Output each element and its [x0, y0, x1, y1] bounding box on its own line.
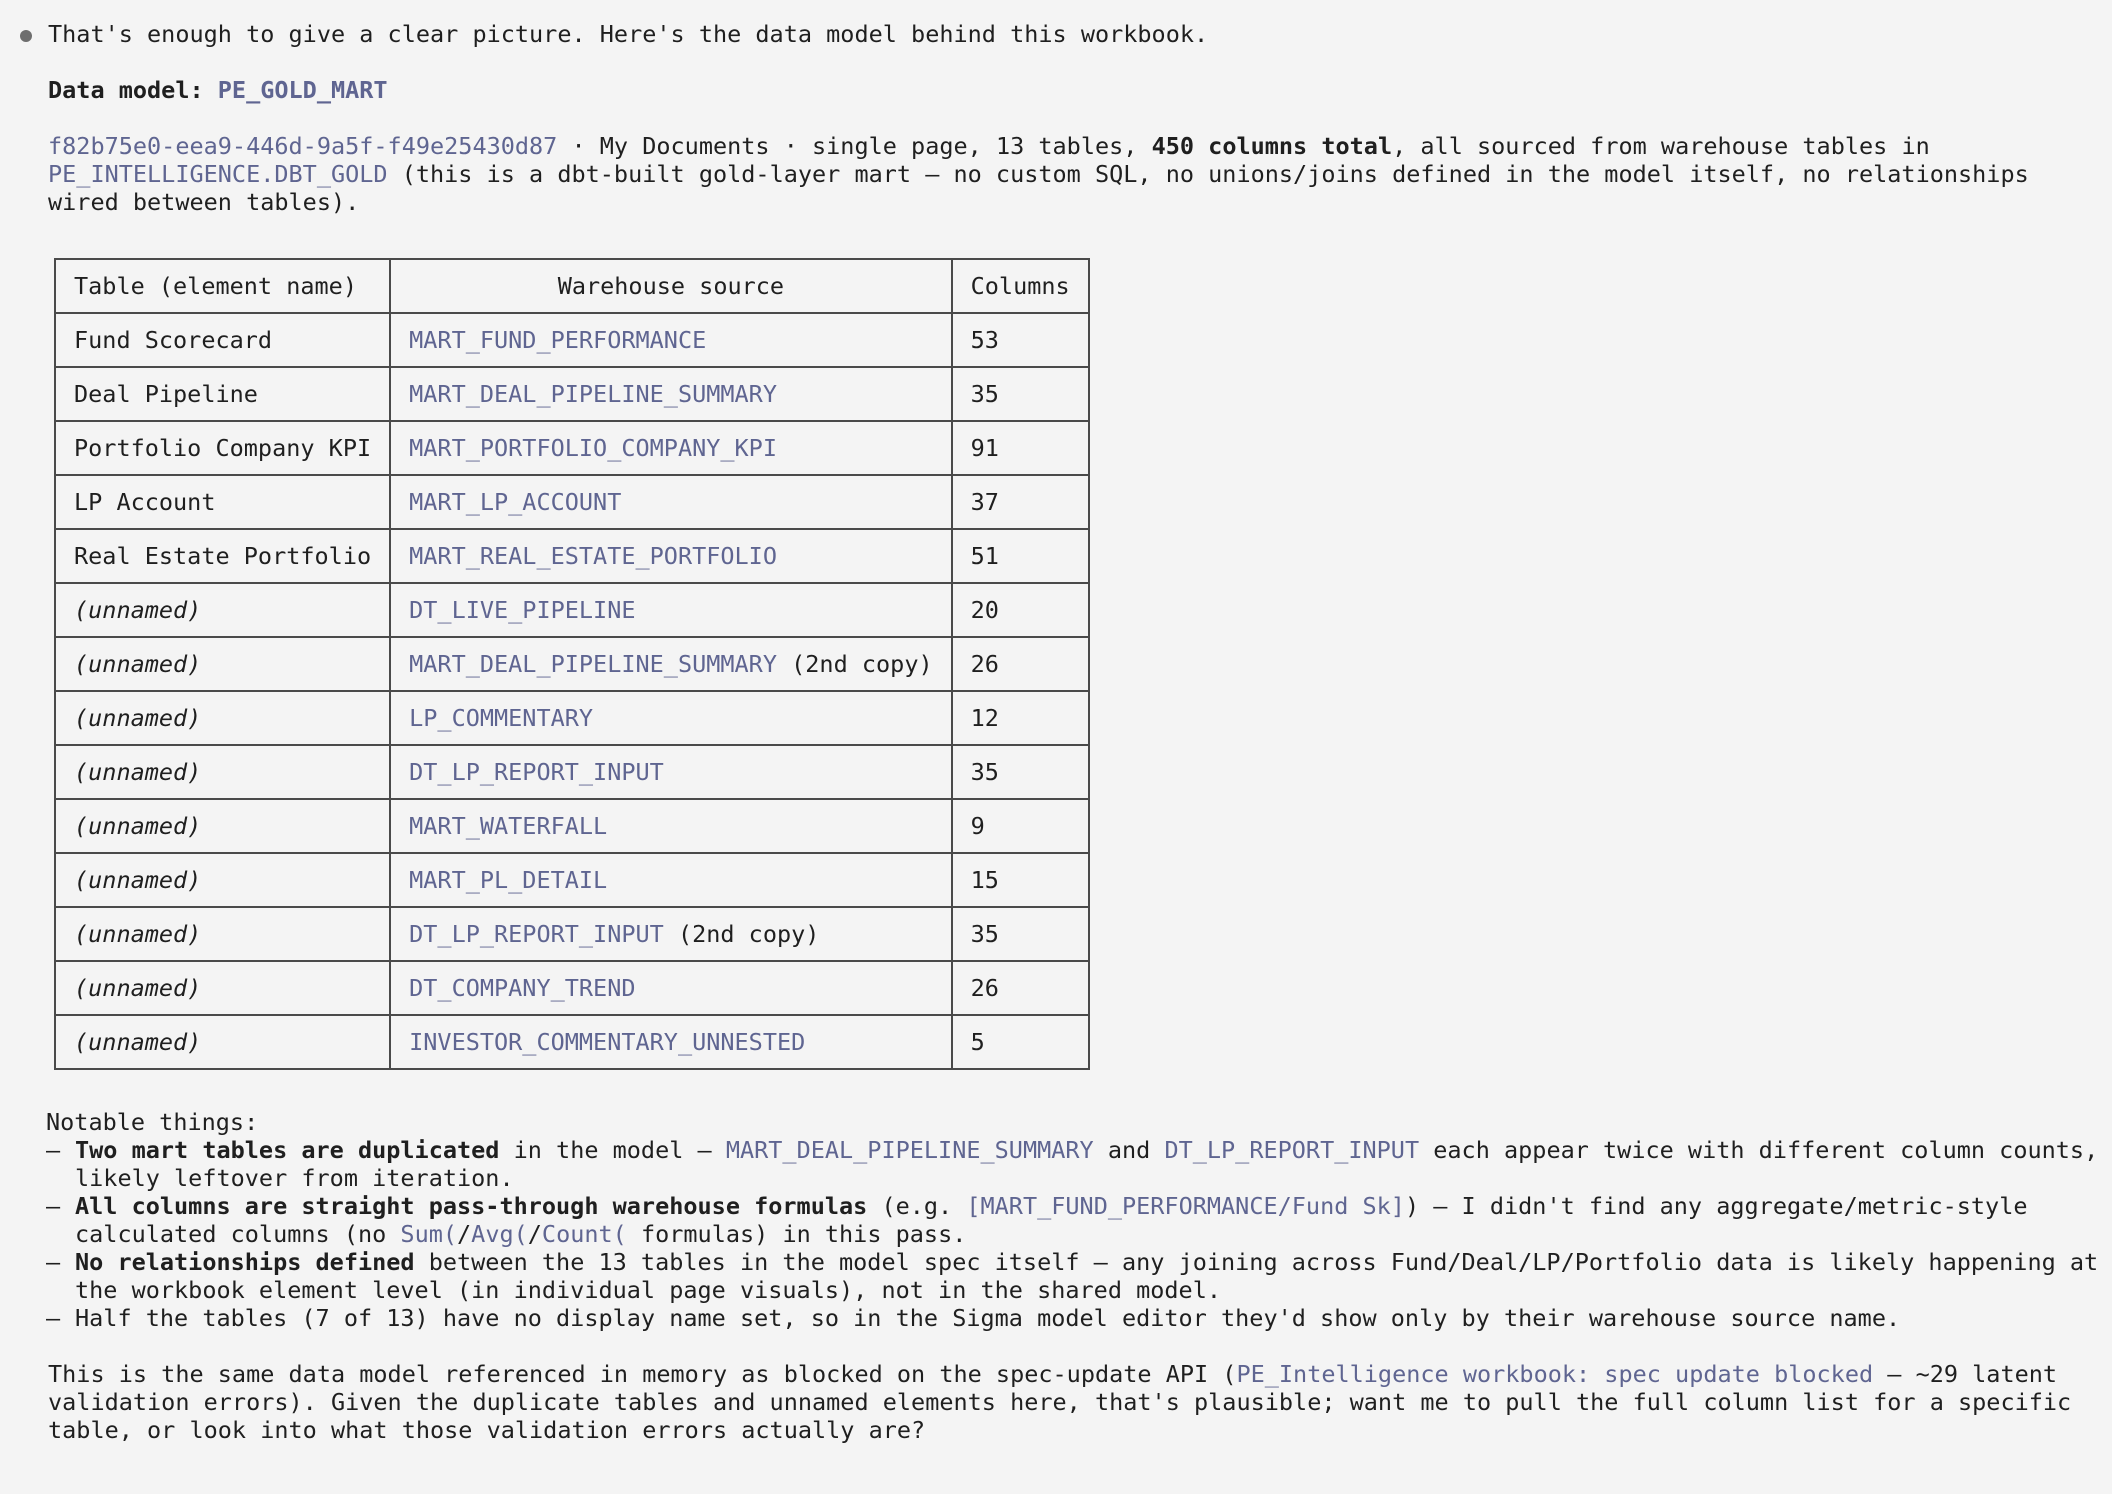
warehouse-source-cell [390, 529, 952, 583]
table-body [55, 313, 1089, 1069]
note-2-text-c: formulas) in this pass. [626, 1220, 967, 1248]
note-3-text-a: between the 13 tables in the model spec itself — any joining across Fund/Deal/LP/Portfolio data is likely happening at the workbook element level (in individual page visuals), not in the shared model. [75, 1248, 2099, 1304]
warehouse-source-cell [390, 475, 952, 529]
note-1-bold: Two mart tables are duplicated [75, 1136, 500, 1164]
warehouse-source-cell [390, 853, 952, 907]
warehouse-source-cell [390, 313, 952, 367]
element-name: (unnamed) [74, 758, 202, 786]
model-heading-label: Data model: [48, 76, 218, 104]
note-1-code-1: MART_DEAL_PIPELINE_SUMMARY [725, 1136, 1094, 1164]
element-name: Fund Scorecard [74, 326, 273, 354]
element-name-cell [55, 313, 390, 367]
column-count-cell: 35 [952, 367, 1089, 421]
column-count-cell: 51 [952, 529, 1089, 583]
warehouse-source-cell [390, 907, 952, 961]
warehouse-source-cell [390, 421, 952, 475]
element-name: (unnamed) [74, 704, 202, 732]
warehouse-source: DT_LP_REPORT_INPUT [409, 758, 664, 786]
element-name: LP Account [74, 488, 216, 516]
closing-text-a: This is the same data model referenced in memory as blocked on the spec-update API ( [48, 1360, 1237, 1388]
warehouse-source: DT_COMPANY_TREND [409, 974, 636, 1002]
closing-text [48, 1360, 2112, 1444]
table-row [55, 907, 1089, 961]
header-columns: Columns [952, 259, 1089, 313]
element-name-cell [55, 1015, 390, 1069]
column-count-cell: 35 [952, 745, 1089, 799]
element-name: (unnamed) [74, 650, 202, 678]
model-tables-table [54, 258, 1090, 1070]
note-3-bold: No relationships defined [75, 1248, 415, 1276]
element-name-cell [55, 745, 390, 799]
note-2-code-4: Count( [541, 1220, 627, 1248]
warehouse-source-cell [390, 691, 952, 745]
table-row [55, 367, 1089, 421]
model-name: PE_GOLD_MART [217, 76, 388, 104]
warehouse-source: MART_DEAL_PIPELINE_SUMMARY [409, 650, 777, 678]
note-duplicated-tables [46, 1136, 2112, 1192]
element-name-cell [55, 799, 390, 853]
element-name-cell [55, 475, 390, 529]
element-name: (unnamed) [74, 974, 202, 1002]
warehouse-source: DT_LIVE_PIPELINE [409, 596, 636, 624]
element-name: (unnamed) [74, 812, 202, 840]
table-row [55, 745, 1089, 799]
column-count-cell: 91 [952, 421, 1089, 475]
table-row [55, 1015, 1089, 1069]
element-name-cell [55, 961, 390, 1015]
model-heading [48, 76, 2112, 104]
element-name: (unnamed) [74, 1028, 202, 1056]
table-row [55, 637, 1089, 691]
column-count-cell: 26 [952, 637, 1089, 691]
element-name-cell [55, 853, 390, 907]
memory-reference-link[interactable]: PE_Intelligence workbook: spec update blocked [1236, 1360, 1874, 1388]
element-name: Real Estate Portfolio [74, 542, 372, 570]
column-count-cell: 26 [952, 961, 1089, 1015]
element-name: Portfolio Company KPI [74, 434, 372, 462]
table-row [55, 853, 1089, 907]
note-2-sep-1: / [457, 1220, 472, 1248]
note-1-text-c: each appear twice with different column counts, likely leftover from iteration. [75, 1136, 2099, 1192]
model-id: f82b75e0-eea9-446d-9a5f-f49e25430d87 [48, 132, 558, 160]
note-2-sep-2: / [527, 1220, 542, 1248]
summary-text-a: · My Documents · single page, 13 tables, [557, 132, 1152, 160]
note-unnamed-tables [46, 1304, 2112, 1332]
closing-text-b: — ~29 latent validation errors). Given the duplicate tables and unnamed elements here, that's plausible; want me to pull the full column list for a specific table, or look into what those validation errors actually are? [48, 1360, 2086, 1444]
column-count-cell: 53 [952, 313, 1089, 367]
note-1-text-b: and [1093, 1136, 1165, 1164]
note-2-code-1: [MART_FUND_PERFORMANCE/Fund Sk] [966, 1192, 1405, 1220]
warehouse-source: MART_LP_ACCOUNT [409, 488, 622, 516]
model-summary [48, 132, 2112, 216]
warehouse-source: INVESTOR_COMMENTARY_UNNESTED [409, 1028, 806, 1056]
note-1-code-2: DT_LP_REPORT_INPUT [1164, 1136, 1420, 1164]
warehouse-source-cell [390, 637, 952, 691]
summary-text-c: (this is a dbt-built gold-layer mart — no custom SQL, no unions/joins defined in the model itself, no relationships wired between tables). [48, 160, 2043, 216]
warehouse-source: MART_WATERFALL [409, 812, 608, 840]
warehouse-source: MART_PL_DETAIL [409, 866, 608, 894]
element-name-cell [55, 367, 390, 421]
warehouse-source: MART_FUND_PERFORMANCE [409, 326, 707, 354]
table-row [55, 313, 1089, 367]
warehouse-source: MART_PORTFOLIO_COMPANY_KPI [409, 434, 777, 462]
note-no-relationships [46, 1248, 2112, 1304]
summary-text-b: , all sourced from warehouse tables in [1392, 132, 1944, 160]
notes-heading: Notable things: [46, 1108, 259, 1136]
summary-source-schema: PE_INTELLIGENCE.DBT_GOLD [48, 160, 388, 188]
element-name: (unnamed) [74, 920, 202, 948]
element-name-cell [55, 583, 390, 637]
table-row [55, 799, 1089, 853]
header-element-name: Table (element name) [55, 259, 390, 313]
intro-text: That's enough to give a clear picture. Here's the data model behind this workbook. [48, 20, 1209, 48]
message-bullet-icon [20, 30, 32, 42]
note-2-text-b: ) — I didn't find any aggregate/metric-style calculated columns (no [75, 1192, 2028, 1248]
table-row [55, 961, 1089, 1015]
warehouse-source-cell [390, 583, 952, 637]
warehouse-source-cell [390, 367, 952, 421]
table-header-row [55, 259, 1089, 313]
source-suffix: (2nd copy) [663, 920, 820, 948]
note-2-code-2: Sum( [400, 1220, 458, 1248]
column-count-cell: 35 [952, 907, 1089, 961]
element-name: (unnamed) [74, 866, 202, 894]
warehouse-source: DT_LP_REPORT_INPUT [409, 920, 664, 948]
source-suffix: (2nd copy) [776, 650, 933, 678]
column-count-cell: 5 [952, 1015, 1089, 1069]
note-1-text-a: in the model — [499, 1136, 726, 1164]
warehouse-source-cell [390, 799, 952, 853]
summary-columns-total: 450 columns total [1151, 132, 1393, 160]
element-name-cell [55, 529, 390, 583]
warehouse-source: MART_DEAL_PIPELINE_SUMMARY [409, 380, 777, 408]
table-row [55, 475, 1089, 529]
table-row [55, 691, 1089, 745]
warehouse-source-cell [390, 745, 952, 799]
element-name-cell [55, 637, 390, 691]
note-4-text-a: Half the tables (7 of 13) have no display name set, so in the Sigma model editor they'd show only by their warehouse source name. [75, 1304, 1901, 1332]
warehouse-source-cell [390, 1015, 952, 1069]
note-pass-through-formulas [46, 1192, 2112, 1248]
column-count-cell: 37 [952, 475, 1089, 529]
table-row [55, 529, 1089, 583]
table-row [55, 421, 1089, 475]
element-name-cell [55, 421, 390, 475]
notable-things [46, 1108, 2112, 1332]
header-warehouse-source: Warehouse source [390, 259, 952, 313]
column-count-cell: 15 [952, 853, 1089, 907]
note-2-text-a: (e.g. [867, 1192, 967, 1220]
note-2-bold: All columns are straight pass-through warehouse formulas [75, 1192, 868, 1220]
column-count-cell: 9 [952, 799, 1089, 853]
note-2-code-3: Avg( [471, 1220, 528, 1248]
element-name-cell [55, 907, 390, 961]
table-row [55, 583, 1089, 637]
column-count-cell: 12 [952, 691, 1089, 745]
warehouse-source-cell [390, 961, 952, 1015]
column-count-cell: 20 [952, 583, 1089, 637]
warehouse-source: LP_COMMENTARY [409, 704, 594, 732]
element-name-cell [55, 691, 390, 745]
warehouse-source: MART_REAL_ESTATE_PORTFOLIO [409, 542, 777, 570]
element-name: (unnamed) [74, 596, 202, 624]
element-name: Deal Pipeline [74, 380, 258, 408]
